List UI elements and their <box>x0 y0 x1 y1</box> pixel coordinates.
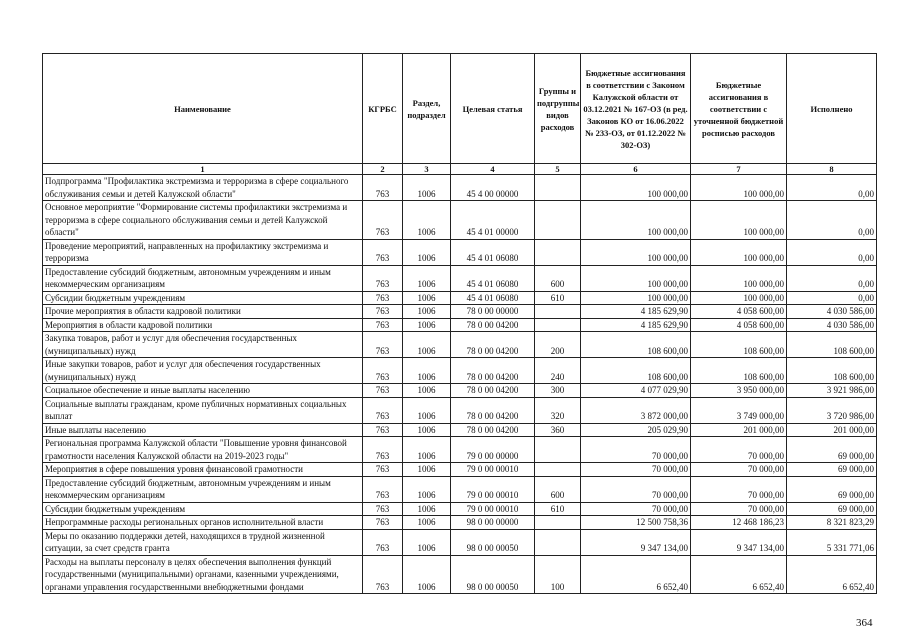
row-law-amount: 100 000,00 <box>581 239 691 265</box>
header-target: Целевая статья <box>451 54 535 164</box>
row-name: Расходы на выплаты персоналу в целях обеспечения выполнения функций государственными (муниципальными) органами, казенными учреждениями, органами управления государственными внебюджетными фондами <box>43 555 363 594</box>
row-law-amount: 3 872 000,00 <box>581 397 691 423</box>
row-section: 1006 <box>403 332 451 358</box>
row-law-amount: 100 000,00 <box>581 291 691 305</box>
row-executed-amount: 3 921 986,00 <box>787 384 877 398</box>
row-name: Закупка товаров, работ и услуг для обеспечения государственных (муниципальных) нужд <box>43 332 363 358</box>
row-target: 78 0 00 04200 <box>451 332 535 358</box>
row-group <box>535 437 581 463</box>
row-kgrbs: 763 <box>363 463 403 477</box>
row-name: Субсидии бюджетным учреждениям <box>43 291 363 305</box>
row-refined-amount: 4 058 600,00 <box>691 318 787 332</box>
row-group: 300 <box>535 384 581 398</box>
row-kgrbs: 763 <box>363 502 403 516</box>
row-refined-amount: 6 652,40 <box>691 555 787 594</box>
table-row <box>43 201 877 240</box>
row-name: Иные выплаты населению <box>43 423 363 437</box>
row-kgrbs: 763 <box>363 265 403 291</box>
row-kgrbs: 763 <box>363 291 403 305</box>
column-number: 6 <box>581 164 691 175</box>
row-group: 610 <box>535 502 581 516</box>
row-law-amount: 100 000,00 <box>581 265 691 291</box>
row-group <box>535 239 581 265</box>
table-row <box>43 291 877 305</box>
row-refined-amount: 70 000,00 <box>691 476 787 502</box>
row-group: 610 <box>535 291 581 305</box>
table-row <box>43 463 877 477</box>
row-section: 1006 <box>403 201 451 240</box>
table-row <box>43 305 877 319</box>
row-law-amount: 100 000,00 <box>581 201 691 240</box>
column-number: 4 <box>451 164 535 175</box>
table-row <box>43 476 877 502</box>
row-kgrbs: 763 <box>363 384 403 398</box>
row-group: 320 <box>535 397 581 423</box>
row-target: 78 0 00 04200 <box>451 423 535 437</box>
row-refined-amount: 12 468 186,23 <box>691 516 787 530</box>
row-group <box>535 318 581 332</box>
row-law-amount: 12 500 758,36 <box>581 516 691 530</box>
row-law-amount: 4 185 629,90 <box>581 318 691 332</box>
row-refined-amount: 201 000,00 <box>691 423 787 437</box>
header-executed: Исполнено <box>787 54 877 164</box>
row-name: Подпрограмма "Профилактика экстремизма и терроризма в сфере социального обслуживания семьи и детей Калужской области" <box>43 175 363 201</box>
row-target: 79 0 00 00010 <box>451 476 535 502</box>
header-kgrbs: КГРБС <box>363 54 403 164</box>
row-refined-amount: 3 950 000,00 <box>691 384 787 398</box>
row-group: 240 <box>535 358 581 384</box>
row-executed-amount: 0,00 <box>787 175 877 201</box>
row-executed-amount: 8 321 823,29 <box>787 516 877 530</box>
row-executed-amount: 6 652,40 <box>787 555 877 594</box>
row-law-amount: 70 000,00 <box>581 463 691 477</box>
row-kgrbs: 763 <box>363 318 403 332</box>
row-executed-amount: 5 331 771,06 <box>787 529 877 555</box>
column-number: 1 <box>43 164 363 175</box>
row-refined-amount: 100 000,00 <box>691 291 787 305</box>
row-executed-amount: 3 720 986,00 <box>787 397 877 423</box>
row-kgrbs: 763 <box>363 305 403 319</box>
row-section: 1006 <box>403 175 451 201</box>
row-law-amount: 108 600,00 <box>581 332 691 358</box>
row-executed-amount: 0,00 <box>787 291 877 305</box>
row-target: 98 0 00 00050 <box>451 529 535 555</box>
row-target: 79 0 00 00010 <box>451 502 535 516</box>
row-name: Прочие мероприятия в области кадровой политики <box>43 305 363 319</box>
row-law-amount: 70 000,00 <box>581 437 691 463</box>
table-row <box>43 332 877 358</box>
header-refined: Бюджетные ассигнования в соответствии с уточненной бюджетной росписью расходов <box>691 54 787 164</box>
budget-table <box>42 53 877 594</box>
row-group: 200 <box>535 332 581 358</box>
column-number: 2 <box>363 164 403 175</box>
row-refined-amount: 108 600,00 <box>691 332 787 358</box>
row-group <box>535 201 581 240</box>
row-executed-amount: 0,00 <box>787 265 877 291</box>
table-row <box>43 502 877 516</box>
row-kgrbs: 763 <box>363 516 403 530</box>
row-section: 1006 <box>403 358 451 384</box>
row-name: Региональная программа Калужской области "Повышение уровня финансовой грамотности населения Калужской области на 2019-2023 годы" <box>43 437 363 463</box>
row-law-amount: 100 000,00 <box>581 175 691 201</box>
row-target: 79 0 00 00010 <box>451 463 535 477</box>
row-group <box>535 529 581 555</box>
row-name: Субсидии бюджетным учреждениям <box>43 502 363 516</box>
header-row <box>43 54 877 164</box>
row-kgrbs: 763 <box>363 397 403 423</box>
row-refined-amount: 9 347 134,00 <box>691 529 787 555</box>
row-kgrbs: 763 <box>363 529 403 555</box>
row-law-amount: 4 077 029,90 <box>581 384 691 398</box>
table-row <box>43 318 877 332</box>
row-name: Проведение мероприятий, направленных на профилактику экстремизма и терроризма <box>43 239 363 265</box>
row-refined-amount: 4 058 600,00 <box>691 305 787 319</box>
row-law-amount: 6 652,40 <box>581 555 691 594</box>
table-row <box>43 384 877 398</box>
row-target: 78 0 00 04200 <box>451 384 535 398</box>
row-section: 1006 <box>403 516 451 530</box>
row-group <box>535 463 581 477</box>
table-row <box>43 265 877 291</box>
table-row <box>43 239 877 265</box>
row-law-amount: 9 347 134,00 <box>581 529 691 555</box>
row-name: Социальное обеспечение и иные выплаты населению <box>43 384 363 398</box>
column-number: 7 <box>691 164 787 175</box>
page-number: 364 <box>856 617 873 629</box>
row-target: 79 0 00 00000 <box>451 437 535 463</box>
row-executed-amount: 69 000,00 <box>787 476 877 502</box>
row-name: Мероприятия в сфере повышения уровня финансовой грамотности <box>43 463 363 477</box>
column-number-row <box>43 164 877 175</box>
row-refined-amount: 70 000,00 <box>691 463 787 477</box>
row-refined-amount: 70 000,00 <box>691 502 787 516</box>
table-row <box>43 175 877 201</box>
row-group: 600 <box>535 476 581 502</box>
row-refined-amount: 108 600,00 <box>691 358 787 384</box>
row-name: Мероприятия в области кадровой политики <box>43 318 363 332</box>
table-row <box>43 555 877 594</box>
row-target: 78 0 00 04200 <box>451 397 535 423</box>
row-target: 45 4 01 00000 <box>451 201 535 240</box>
row-target: 45 4 00 00000 <box>451 175 535 201</box>
table-body <box>43 175 877 594</box>
row-kgrbs: 763 <box>363 201 403 240</box>
row-executed-amount: 108 600,00 <box>787 358 877 384</box>
row-executed-amount: 4 030 586,00 <box>787 318 877 332</box>
row-name: Социальные выплаты гражданам, кроме публичных нормативных социальных выплат <box>43 397 363 423</box>
row-section: 1006 <box>403 463 451 477</box>
header-section: Раздел, подраздел <box>403 54 451 164</box>
row-name: Иные закупки товаров, работ и услуг для обеспечения государственных (муниципальных) нужд <box>43 358 363 384</box>
table-row <box>43 516 877 530</box>
row-name: Предоставление субсидий бюджетным, автономным учреждениям и иным некоммерческим организациям <box>43 476 363 502</box>
row-executed-amount: 0,00 <box>787 201 877 240</box>
row-kgrbs: 763 <box>363 175 403 201</box>
row-executed-amount: 201 000,00 <box>787 423 877 437</box>
row-target: 78 0 00 00000 <box>451 305 535 319</box>
row-kgrbs: 763 <box>363 437 403 463</box>
row-section: 1006 <box>403 318 451 332</box>
table-row <box>43 529 877 555</box>
column-number: 5 <box>535 164 581 175</box>
row-target: 78 0 00 04200 <box>451 318 535 332</box>
column-number: 8 <box>787 164 877 175</box>
row-refined-amount: 100 000,00 <box>691 201 787 240</box>
row-section: 1006 <box>403 423 451 437</box>
header-name: Наименование <box>43 54 363 164</box>
row-kgrbs: 763 <box>363 555 403 594</box>
row-law-amount: 4 185 629,90 <box>581 305 691 319</box>
row-law-amount: 108 600,00 <box>581 358 691 384</box>
row-kgrbs: 763 <box>363 476 403 502</box>
row-target: 45 4 01 06080 <box>451 291 535 305</box>
table-row <box>43 437 877 463</box>
row-target: 45 4 01 06080 <box>451 239 535 265</box>
row-law-amount: 70 000,00 <box>581 502 691 516</box>
header-groups: Группы и подгруппы видов расходов <box>535 54 581 164</box>
row-name: Меры по оказанию поддержки детей, находящихся в трудной жизненной ситуации, за счет средств гранта <box>43 529 363 555</box>
row-section: 1006 <box>403 384 451 398</box>
row-section: 1006 <box>403 529 451 555</box>
row-refined-amount: 70 000,00 <box>691 437 787 463</box>
row-group: 100 <box>535 555 581 594</box>
row-executed-amount: 69 000,00 <box>787 502 877 516</box>
row-target: 98 0 00 00000 <box>451 516 535 530</box>
row-law-amount: 70 000,00 <box>581 476 691 502</box>
table-row <box>43 423 877 437</box>
table-row <box>43 397 877 423</box>
row-section: 1006 <box>403 305 451 319</box>
row-kgrbs: 763 <box>363 239 403 265</box>
row-kgrbs: 763 <box>363 358 403 384</box>
row-section: 1006 <box>403 239 451 265</box>
row-group: 600 <box>535 265 581 291</box>
row-group: 360 <box>535 423 581 437</box>
header-law: Бюджетные ассигнования в соответствии с Законом Калужской области от 03.12.2021 № 167-ОЗ (в ред. Законов КО от 16.06.2022 № 233-ОЗ, от 01.12.2022 № 302-ОЗ) <box>581 54 691 164</box>
row-executed-amount: 69 000,00 <box>787 463 877 477</box>
row-group <box>535 305 581 319</box>
row-name: Непрограммные расходы региональных органов исполнительной власти <box>43 516 363 530</box>
row-section: 1006 <box>403 291 451 305</box>
row-law-amount: 205 029,90 <box>581 423 691 437</box>
row-section: 1006 <box>403 555 451 594</box>
row-group <box>535 175 581 201</box>
row-name: Предоставление субсидий бюджетным, автономным учреждениям и иным некоммерческим организациям <box>43 265 363 291</box>
row-refined-amount: 100 000,00 <box>691 175 787 201</box>
row-target: 78 0 00 04200 <box>451 358 535 384</box>
row-executed-amount: 0,00 <box>787 239 877 265</box>
row-executed-amount: 69 000,00 <box>787 437 877 463</box>
row-kgrbs: 763 <box>363 332 403 358</box>
row-executed-amount: 4 030 586,00 <box>787 305 877 319</box>
row-section: 1006 <box>403 265 451 291</box>
row-executed-amount: 108 600,00 <box>787 332 877 358</box>
table-row <box>43 358 877 384</box>
row-section: 1006 <box>403 476 451 502</box>
row-section: 1006 <box>403 397 451 423</box>
row-group <box>535 516 581 530</box>
row-refined-amount: 100 000,00 <box>691 239 787 265</box>
row-name: Основное мероприятие "Формирование системы профилактики экстремизма и терроризма в сфере социального обслуживания семьи и детей Калужской области" <box>43 201 363 240</box>
row-section: 1006 <box>403 437 451 463</box>
row-kgrbs: 763 <box>363 423 403 437</box>
row-target: 98 0 00 00050 <box>451 555 535 594</box>
row-refined-amount: 100 000,00 <box>691 265 787 291</box>
row-target: 45 4 01 06080 <box>451 265 535 291</box>
row-refined-amount: 3 749 000,00 <box>691 397 787 423</box>
row-section: 1006 <box>403 502 451 516</box>
column-number: 3 <box>403 164 451 175</box>
